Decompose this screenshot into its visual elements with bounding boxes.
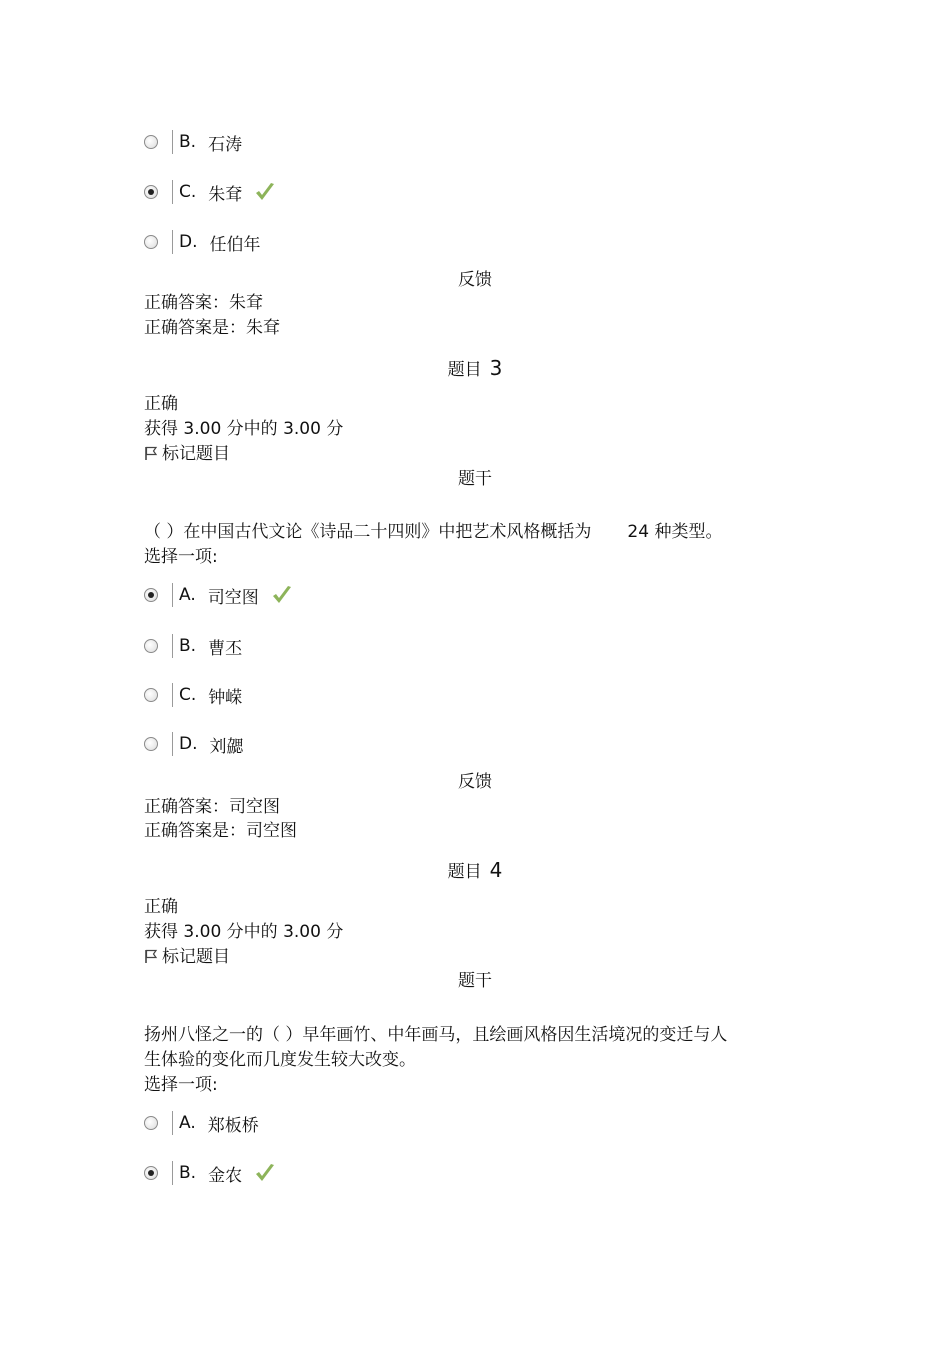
feedback-title: 反馈 bbox=[458, 772, 492, 792]
divider bbox=[172, 732, 173, 756]
feedback-title: 反馈 bbox=[458, 270, 492, 290]
option-text: 任伯年 bbox=[209, 234, 261, 255]
question-text bbox=[144, 522, 722, 542]
question-title: 题目 bbox=[447, 862, 482, 882]
radio-button-icon[interactable] bbox=[144, 135, 158, 149]
option-text: 司空图 bbox=[207, 587, 259, 608]
option-letter: C. bbox=[179, 182, 197, 202]
radio-button-icon[interactable] bbox=[144, 185, 158, 199]
option-text: 曹丕 bbox=[208, 638, 243, 659]
divider bbox=[172, 180, 173, 204]
score-text: 获得 3.00 分中的 3.00 分 bbox=[144, 419, 344, 439]
option-text: 刘勰 bbox=[209, 736, 244, 757]
question-text-line1: 扬州八怪之一的（ ）早年画竹、中年画马，且绘画风格因生活境况的变迁与人 bbox=[144, 1025, 728, 1045]
radio-button-icon[interactable] bbox=[144, 737, 158, 751]
divider bbox=[172, 683, 173, 707]
option-letter: D. bbox=[179, 232, 198, 252]
divider bbox=[172, 1161, 173, 1185]
question-text-line2: 生体验的变化而几度发生较大改变。 bbox=[144, 1050, 416, 1070]
option-letter: B. bbox=[179, 132, 197, 152]
status-text: 正确 bbox=[144, 394, 178, 414]
option-row[interactable] bbox=[142, 1110, 259, 1136]
stem-title: 题干 bbox=[458, 469, 492, 489]
correct-answer-is: 正确答案是：司空图 bbox=[144, 821, 297, 841]
radio-button-icon[interactable] bbox=[144, 688, 158, 702]
question-header bbox=[0, 358, 950, 380]
flag-icon bbox=[144, 949, 158, 964]
option-row[interactable] bbox=[142, 229, 261, 255]
option-text: 金农 bbox=[208, 1165, 243, 1186]
option-letter: C. bbox=[179, 685, 197, 705]
question-title: 题目 bbox=[447, 360, 482, 380]
radio-button-icon[interactable] bbox=[144, 235, 158, 249]
correct-answer: 正确答案：司空图 bbox=[144, 797, 280, 817]
question-header bbox=[0, 860, 950, 882]
correct-answer-is: 正确答案是：朱耷 bbox=[144, 318, 280, 338]
divider bbox=[172, 130, 173, 154]
option-row[interactable] bbox=[142, 179, 276, 205]
radio-button-icon[interactable] bbox=[144, 639, 158, 653]
radio-button-icon[interactable] bbox=[144, 588, 158, 602]
question-text-part2: 24 种类型。 bbox=[627, 522, 723, 542]
option-row[interactable] bbox=[142, 731, 244, 757]
score-text: 获得 3.00 分中的 3.00 分 bbox=[144, 922, 344, 942]
option-row[interactable] bbox=[142, 682, 242, 708]
option-letter: D. bbox=[179, 734, 198, 754]
choose-one-label: 选择一项: bbox=[144, 547, 218, 567]
option-row[interactable] bbox=[142, 129, 242, 155]
question-number: 4 bbox=[489, 858, 503, 882]
option-letter: A. bbox=[179, 1113, 196, 1133]
option-text: 石涛 bbox=[208, 134, 243, 155]
option-text: 郑板桥 bbox=[207, 1115, 259, 1136]
checkmark-icon bbox=[271, 584, 293, 606]
divider bbox=[172, 1111, 173, 1135]
flag-question-link[interactable] bbox=[144, 947, 230, 967]
status-text: 正确 bbox=[144, 897, 178, 917]
flag-label: 标记题目 bbox=[162, 947, 230, 967]
option-row[interactable] bbox=[142, 582, 293, 608]
question-number: 3 bbox=[489, 356, 503, 380]
stem-title: 题干 bbox=[458, 971, 492, 991]
option-row[interactable] bbox=[142, 1160, 276, 1186]
choose-one-label: 选择一项: bbox=[144, 1075, 218, 1095]
option-text: 钟嵘 bbox=[208, 687, 243, 708]
radio-button-icon[interactable] bbox=[144, 1116, 158, 1130]
option-letter: B. bbox=[179, 1163, 197, 1183]
option-row[interactable] bbox=[142, 633, 242, 659]
option-letter: B. bbox=[179, 636, 197, 656]
divider bbox=[172, 634, 173, 658]
radio-button-icon[interactable] bbox=[144, 1166, 158, 1180]
option-text: 朱耷 bbox=[208, 184, 243, 205]
correct-answer: 正确答案：朱耷 bbox=[144, 293, 263, 313]
checkmark-icon bbox=[254, 181, 276, 203]
checkmark-icon bbox=[254, 1162, 276, 1184]
option-letter: A. bbox=[179, 585, 196, 605]
flag-icon bbox=[144, 446, 158, 461]
divider bbox=[172, 583, 173, 607]
divider bbox=[172, 230, 173, 254]
flag-question-link[interactable] bbox=[144, 444, 230, 464]
flag-label: 标记题目 bbox=[162, 444, 230, 464]
question-text-part1: （ ）在中国古代文论《诗品二十四则》中把艺术风格概括为 bbox=[144, 522, 592, 542]
